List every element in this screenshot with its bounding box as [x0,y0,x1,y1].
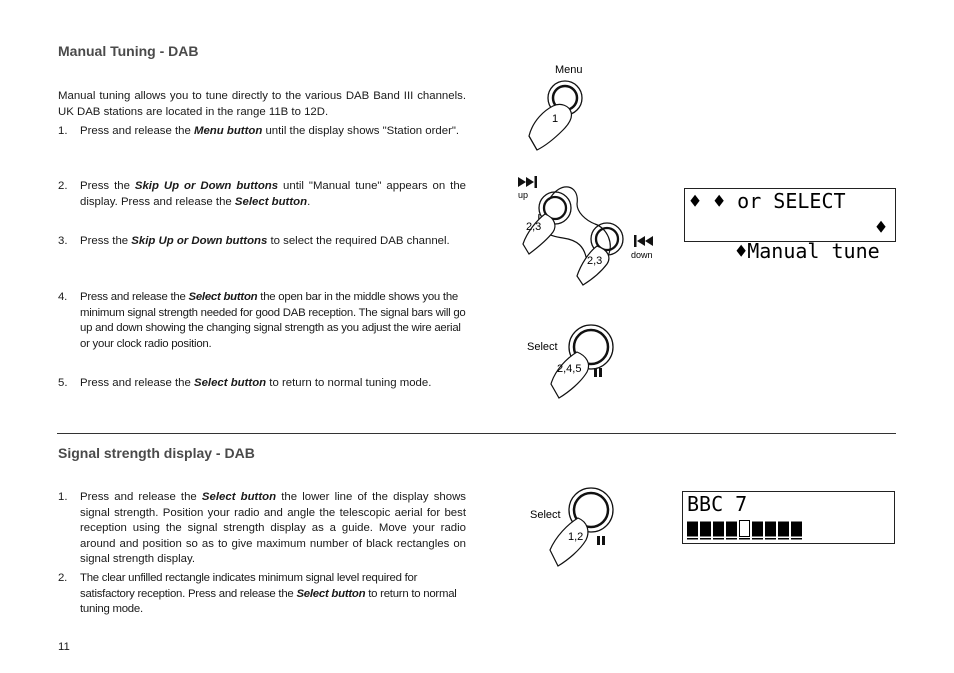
signal-segment-underline [739,538,750,540]
signal-segment-underline [752,538,763,540]
section-heading-manual-tuning: Manual Tuning - DAB [58,43,199,59]
hand-icon [523,214,555,254]
signal-segment-filled [727,522,737,536]
signal-segment-filled [792,522,802,536]
signal-segment-filled [753,522,763,536]
step-text: Press the [80,180,135,192]
step-number: 3. [58,235,68,247]
skip-buttons-illustration [515,172,665,287]
step-text: Press and release the [80,491,202,503]
step-bold-term: Skip Up or Down buttons [131,235,268,247]
step-text: the open bar in the middle shows you the minimum signal strength needed for good DAB reception. The signal bars will go up and down showing the changing signal strength as you adjust the wire aerial or your clock radio position. [80,291,466,350]
select-label: Select [527,341,558,353]
select-button-illustration [525,312,620,402]
diamond-right-icon: ♦ [875,215,888,239]
select-step-number: 2,4,5 [557,363,582,375]
signal-segment-open [740,521,750,537]
lcd-display-manual-tune [684,188,896,263]
page-number: 11 [58,641,70,653]
step-text: until the display shows "Station order". [262,125,460,137]
signal-segment-underline [713,538,724,540]
skip-back-icon [634,235,653,247]
step-item [58,490,466,568]
signal-segment-underline [778,538,789,540]
step-item [58,124,466,140]
step-number: 1. [58,491,68,503]
hand-icon [551,352,589,398]
lcd-line-2-text: Manual tune [747,239,880,263]
step-number: 2. [58,180,68,192]
select-step-number: 1,2 [568,531,584,543]
lcd-line-1: ♦ ♦ or SELECT [689,189,846,213]
signal-segment-underline [700,538,711,540]
signal-segment-filled [714,522,724,536]
lcd-line-2 [687,215,880,287]
section-heading-signal-strength: Signal strength display - DAB [58,445,255,461]
intro-paragraph: Manual tuning allows you to tune directly to the various DAB Band III channels. UK DAB stations are located in the range 11B to 12D. [58,90,466,118]
menu-label: Menu [555,64,583,76]
skip-up-step-number: 2,3 [526,221,542,233]
step-bold-term: Select button [234,195,308,208]
step-bold-term: Menu button [193,125,263,137]
step-text: to return to normal tuning mode. [266,377,432,389]
signal-segment-filled [701,522,711,536]
step-text: to select the required DAB channel. [267,235,450,247]
step-text: Press and release the [80,377,194,389]
step-item [58,179,466,210]
lcd-display-signal-strength [682,491,895,544]
step-text: Press the [80,235,132,247]
step-text: to return to normal tuning mode. [80,587,457,616]
step-bold-term: Select button [193,377,267,389]
step-text: The clear unfilled rectangle indicates minimum signal level required for satisfactory reception. Press and release the [80,572,418,600]
up-label: up [518,190,529,200]
skip-forward-icon [518,176,537,188]
signal-segment-filled [766,522,776,536]
step-bold-term: Select button [188,291,258,303]
pause-icon [594,368,602,377]
step-text: until "Manual tune" appears on the display. Press and release the [80,180,467,208]
signal-segment-filled [779,522,789,536]
select-button-illustration [528,480,623,570]
signal-strength-bar [687,520,817,540]
step-number: 2. [58,572,67,584]
down-label: down [631,250,653,260]
signal-segment-underline [726,538,737,540]
select-label: Select [530,509,561,521]
pause-icon [597,536,605,545]
signal-segment-filled [688,522,698,536]
step-item [58,571,466,618]
step-text: Press and release the [80,291,189,303]
step-item [58,234,466,250]
signal-segment-underline [791,538,802,540]
menu-step-number: 1 [552,113,559,125]
step-number: 1. [58,125,68,137]
skip-down-step-number: 2,3 [587,255,603,267]
step-bold-term: Select button [201,491,277,503]
step-item [58,290,466,352]
signal-segment-underline [687,538,698,540]
step-item [58,376,466,392]
step-text: . [307,195,311,208]
hand-icon [529,104,572,150]
step-text: the lower line of the display shows signal strength. Position your radio and angle the telescopic aerial for best reception using the signal strength display as a guide. Move your radio around and position so as to give maximum number of black rectangles on signal strength display. [80,491,466,566]
step-number: 5. [58,377,68,389]
section-divider [57,433,896,434]
step-number: 4. [58,291,67,303]
step-text: Press and release the [80,125,194,137]
menu-button-illustration [515,60,625,155]
signal-segment-underline [765,538,776,540]
step-bold-term: Select button [296,587,366,600]
step-bold-term: Skip Up or Down buttons [134,180,279,192]
lcd-line-1: BBC 7 [687,492,748,516]
diamond-left-icon: ♦ [735,239,748,263]
